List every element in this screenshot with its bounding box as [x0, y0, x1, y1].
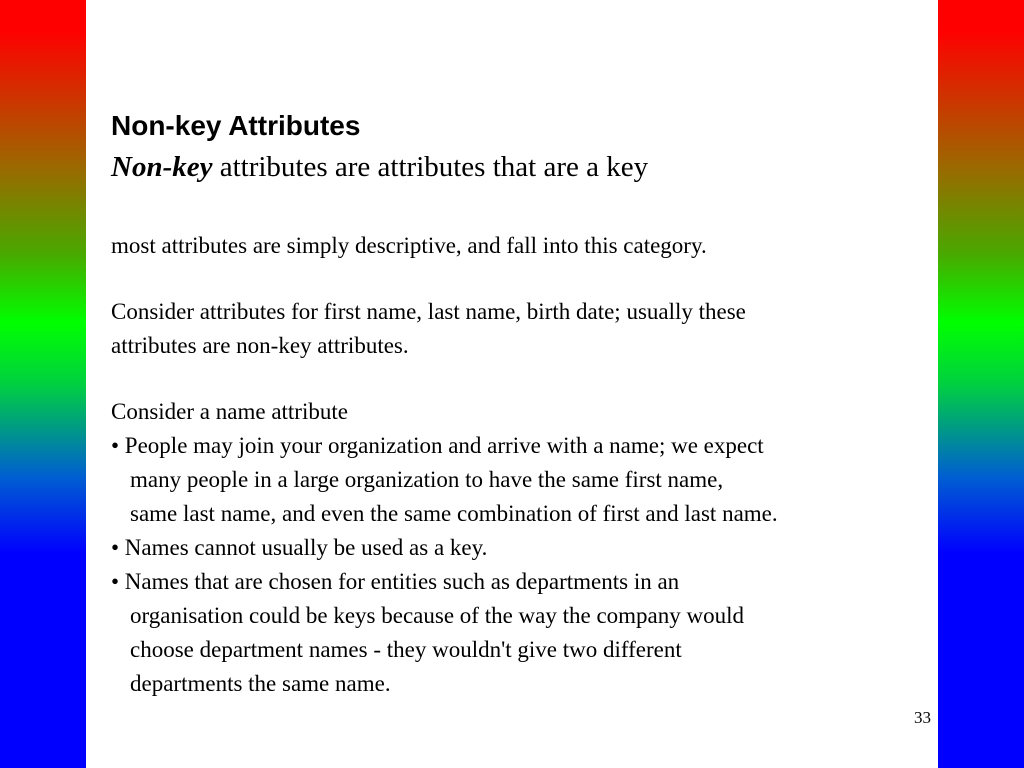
bullet-3-line-4: departments the same name. — [130, 671, 391, 696]
slide-subtitle — [111, 148, 648, 186]
bullet-2-line-1: • Names cannot usually be used as a key. — [111, 535, 488, 560]
bullet-1-line-2: many people in a large organization to have the same first name, — [130, 467, 724, 492]
bullet-1-line-1: • People may join your organization and arrive with a name; we expect — [111, 433, 764, 458]
bullet-3-line-2: organisation could be keys because of the way the company would — [130, 603, 745, 628]
right-gradient-bar — [938, 0, 1024, 768]
page-number: 33 — [914, 708, 931, 727]
bullet-3-line-1: • Names that are chosen for entities such as departments in an — [111, 569, 680, 594]
subtitle-rest: attributes are attributes that are a key — [212, 151, 649, 183]
slide-body — [111, 229, 941, 701]
paragraph-descriptive: most attributes are simply descriptive, and fall into this category. — [111, 233, 707, 258]
paragraph-consider-line-2: attributes are non-key attributes. — [111, 333, 409, 358]
paragraph-consider-line-1: Consider attributes for first name, last name, birth date; usually these — [111, 299, 746, 324]
slide-title: Non-key Attributes — [111, 110, 361, 141]
bullet-3-line-3: choose department names - they wouldn't give two different — [130, 637, 682, 662]
subtitle-emphasis: Non-key — [111, 151, 213, 183]
bullet-1-line-3: same last name, and even the same combination of first and last name. — [130, 501, 778, 526]
paragraph-name-attribute: Consider a name attribute — [111, 399, 348, 424]
left-gradient-bar — [0, 0, 86, 768]
